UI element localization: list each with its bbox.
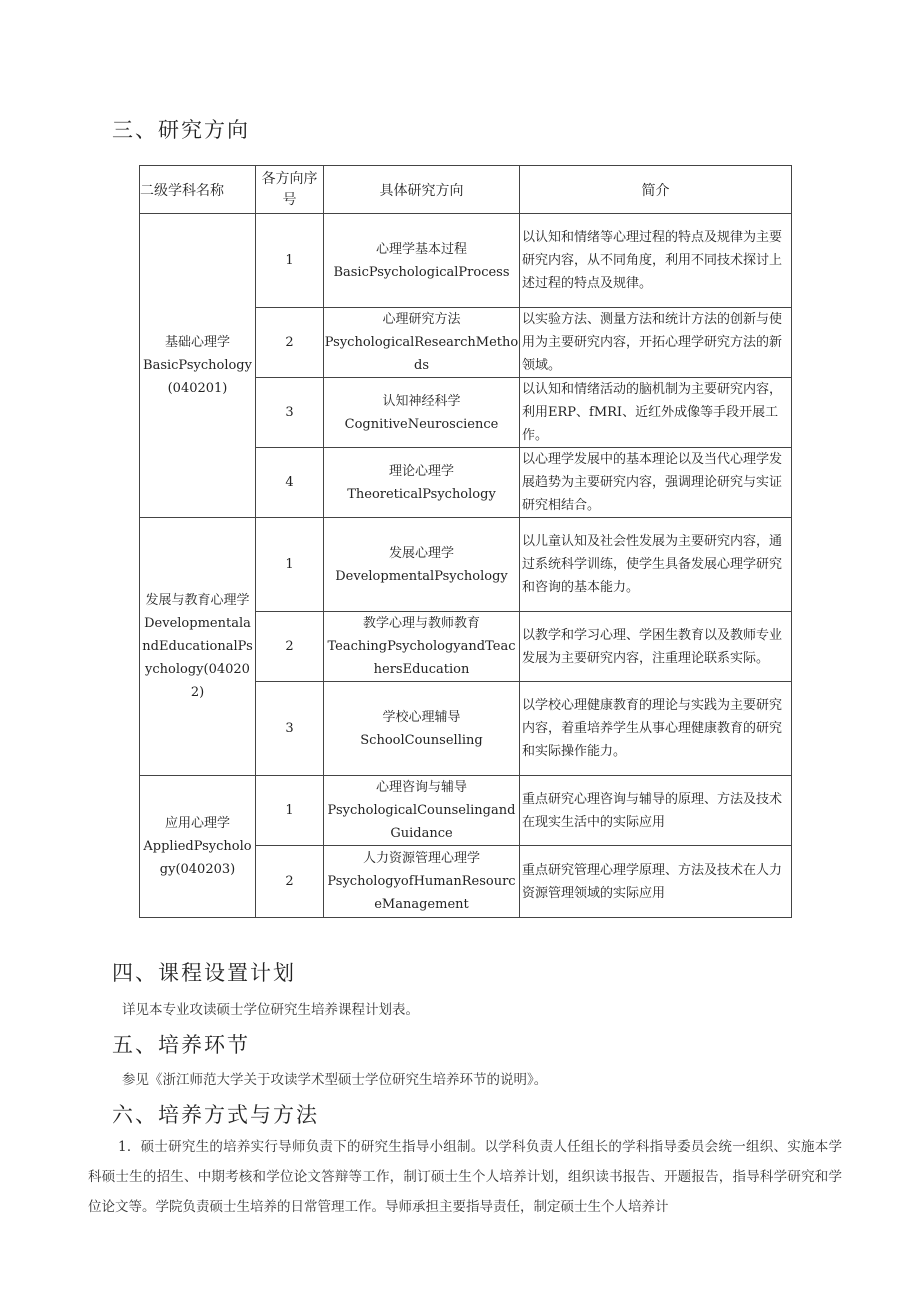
direction-summary: 以儿童认知及社会性发展为主要研究内容，通过系统科学训练，使学生具备发展心理学研究和咨询的基本能力。 xyxy=(520,518,792,612)
direction-en: CognitiveNeuroscience xyxy=(344,416,499,432)
training-methods-text: 1．硕士研究生的培养实行导师负责下的研究生指导小组制。以学科负责人任组长的学科指导委员会统一组织、实施本学科硕士生的招生、中期考核和学位论文答辩等工作，制订硕士生个人培养计划，组织读书报告、开题报告，指导科学研究和学位论文等。学院负责硕士生培养的日常管理工作。导师承担主要指导责任，制定硕士生个人培养计 xyxy=(88,1139,842,1215)
direction-number: 4 xyxy=(256,448,324,518)
subject-en: BasicPsychology(040201) xyxy=(143,358,252,396)
direction-en: PsychologyofHumanResourceManagement xyxy=(327,874,516,912)
training-methods-paragraph xyxy=(88,1132,842,1222)
section-title-training-links: 五、培养环节 xyxy=(112,1033,250,1057)
table-row xyxy=(140,214,792,308)
direction-cn: 理论心理学 xyxy=(388,463,454,479)
direction-cn: 心理学基本过程 xyxy=(375,241,467,257)
direction-summary: 以心理学发展中的基本理论以及当代心理学发展趋势为主要研究内容，强调理论研究与实证研究相结合。 xyxy=(520,448,792,518)
direction-cn: 学校心理辅导 xyxy=(382,709,461,725)
subject-cn: 基础心理学 xyxy=(164,335,230,350)
direction-summary: 重点研究管理心理学原理、方法及技术在人力资源管理领域的实际应用 xyxy=(520,846,792,918)
subject-cell xyxy=(140,214,256,518)
subject-en: AppliedPsychology(040203) xyxy=(143,839,252,877)
direction-number: 2 xyxy=(256,846,324,918)
subject-en: DevelopmentalandEducationalPsychology(040202) xyxy=(142,616,253,700)
section-title-curriculum: 四、课程设置计划 xyxy=(112,961,296,985)
table-row xyxy=(140,776,792,846)
header-direction: 具体研究方向 xyxy=(324,166,520,214)
direction-en: TeachingPsychologyandTeachersEducation xyxy=(327,639,516,677)
direction-cn: 发展心理学 xyxy=(388,545,454,561)
direction-number: 1 xyxy=(256,776,324,846)
section-title-training-methods: 六、培养方式与方法 xyxy=(112,1103,319,1127)
direction-cell xyxy=(324,846,520,918)
direction-cn: 人力资源管理心理学 xyxy=(362,851,480,866)
direction-cn: 心理研究方法 xyxy=(382,312,461,327)
header-subject: 二级学科名称 xyxy=(140,166,256,214)
header-number: 各方向序号 xyxy=(256,166,324,214)
direction-number: 2 xyxy=(256,308,324,378)
direction-en: DevelopmentalPsychology xyxy=(335,568,508,584)
direction-summary: 以认知和情绪活动的脑机制为主要研究内容，利用ERP、fMRI、近红外成像等手段开展工作。 xyxy=(520,378,792,448)
direction-cell xyxy=(324,214,520,308)
direction-cell xyxy=(324,378,520,448)
direction-number: 3 xyxy=(256,378,324,448)
direction-en: PsychologicalResearchMethods xyxy=(324,335,519,373)
direction-en: BasicPsychologicalProcess xyxy=(333,264,510,280)
direction-cell xyxy=(324,776,520,846)
research-direction-table xyxy=(139,165,792,918)
table-header-row xyxy=(140,166,792,214)
subject-cn: 应用心理学 xyxy=(164,816,230,831)
direction-en: SchoolCounselling xyxy=(360,732,483,748)
direction-cell xyxy=(324,308,520,378)
direction-summary: 以实验方法、测量方法和统计方法的创新与使用为主要研究内容，开拓心理学研究方法的新领域。 xyxy=(520,308,792,378)
direction-cn: 心理咨询与辅导 xyxy=(375,780,467,795)
direction-en: TheoreticalPsychology xyxy=(347,486,496,502)
subject-cn: 发展与教育心理学 xyxy=(145,593,250,608)
direction-cell xyxy=(324,612,520,682)
direction-cell xyxy=(324,448,520,518)
section-title-research-directions: 三、研究方向 xyxy=(112,118,250,142)
direction-cell xyxy=(324,682,520,776)
training-links-text: 参见《浙江师范大学关于攻读学术型硕士学位研究生培养环节的说明》。 xyxy=(122,1072,548,1088)
direction-number: 1 xyxy=(256,214,324,308)
header-summary: 简介 xyxy=(520,166,792,214)
direction-summary: 以教学和学习心理、学困生教育以及教师专业发展为主要研究内容，注重理论联系实际。 xyxy=(520,612,792,682)
direction-cell xyxy=(324,518,520,612)
direction-number: 2 xyxy=(256,612,324,682)
direction-number: 1 xyxy=(256,518,324,612)
direction-number: 3 xyxy=(256,682,324,776)
direction-cn: 教学心理与教师教育 xyxy=(362,616,480,631)
direction-summary: 重点研究心理咨询与辅导的原理、方法及技术在现实生活中的实际应用 xyxy=(520,776,792,846)
direction-en: PsychologicalCounselingandGuidance xyxy=(327,803,516,841)
subject-cell xyxy=(140,776,256,918)
curriculum-text: 详见本专业攻读硕士学位研究生培养课程计划表。 xyxy=(122,1002,419,1018)
subject-cell xyxy=(140,518,256,776)
direction-summary: 以认知和情绪等心理过程的特点及规律为主要研究内容，从不同角度，利用不同技术探讨上述过程的特点及规律。 xyxy=(520,214,792,308)
direction-summary: 以学校心理健康教育的理论与实践为主要研究内容，着重培养学生从事心理健康教育的研究和实际操作能力。 xyxy=(520,682,792,776)
table-row xyxy=(140,518,792,612)
direction-cn: 认知神经科学 xyxy=(382,393,461,409)
